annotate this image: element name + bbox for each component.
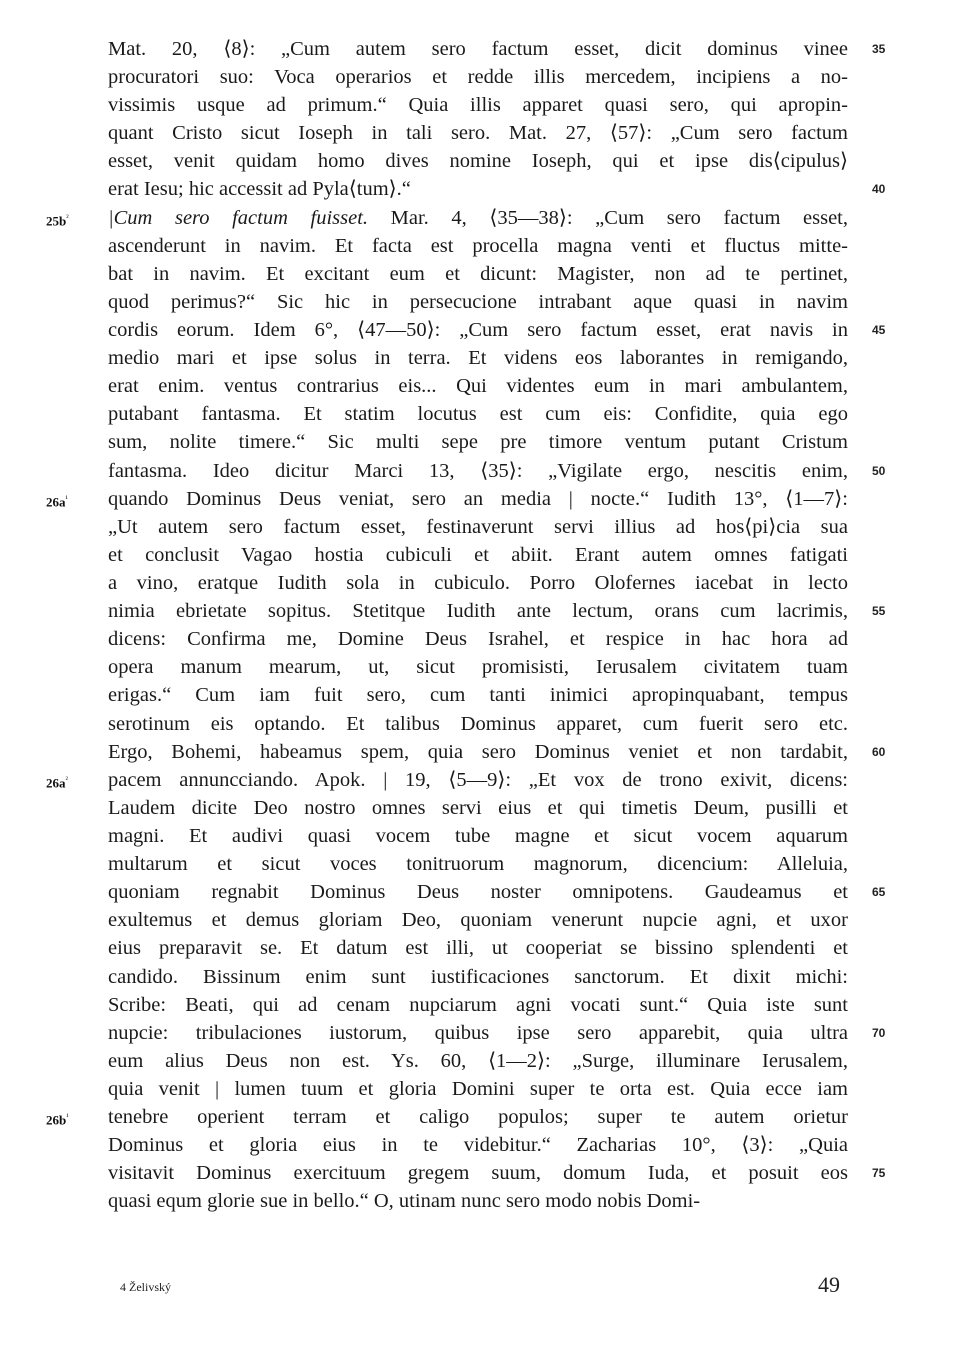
text-line: erat Iesu; hic accessit ad Pyla⟨tum⟩.“	[108, 178, 411, 200]
text-line: Mat. 20, ⟨8⟩: „Cum autem sero factum esset, dicit dominus vinee	[108, 38, 848, 60]
text-line: quant Cristo sicut Ioseph in tali sero. Mat. 27, ⟨57⟩: „Cum sero factum	[108, 122, 848, 144]
line-number: 55	[872, 604, 886, 618]
text-line: bat in navim. Et excitant eum et dicunt: Magister, non ad te pertinet,	[108, 263, 848, 285]
text-line: fantasma. Ideo dicitur Marci 13, ⟨35⟩: „Vigilate ergo, nescitis enim,	[108, 460, 848, 482]
text-line: eum alius Deus non est. Ys. 60, ⟨1—2⟩: „Surge, illuminare Ierusalem,	[108, 1050, 848, 1072]
text-line: „Ut autem sero factum esset, festinaverunt servi illius ad hos⟨pi⟩cia sua	[108, 516, 848, 538]
text-line: opera manum mearum, ut, sicut promisisti, Ierusalem civitatem tuam	[108, 656, 848, 678]
text-line: pacem annuncciando. Apok. | 19, ⟨5—9⟩: „Et vox de trono exivit, dicens:	[108, 769, 848, 791]
text-line: dicens: Confirma me, Domine Deus Israhel, et respice in hac hora ad	[108, 628, 848, 650]
folio-mark: $25b^{^2}$	[46, 213, 69, 229]
text-line: procuratori suo: Voca operarios et redde illis mercedem, incipiens a no-	[108, 66, 848, 88]
line-number: 40	[872, 182, 886, 196]
line-number: 50	[872, 464, 886, 478]
line-number: 35	[872, 42, 886, 56]
text-line: ascenderunt in navim. Et facta est procella magna venti et fluctus mitte-	[108, 235, 848, 257]
folio-mark: $26a^{^2}$	[46, 775, 68, 791]
text-line: erat enim. ventus contrarius eis... Qui videntes eum in mari ambulantem,	[108, 375, 848, 397]
text-line: a vino, eratque Iudith sola in cubiculo. Porro Olofernes iacebat in lecto	[108, 572, 848, 594]
text-line: |Cum sero factum fuisset. Mar. 4, ⟨35—38⟩: „Cum sero factum esset,	[108, 207, 849, 229]
text-line: Laudem dicite Deo nostro omnes servi eius et qui timetis Deum, pusilli et	[108, 797, 848, 819]
text-line: Dominus et gloria eius in te videbitur.“ Zacharias 10°, ⟨3⟩: „Quia	[108, 1134, 848, 1156]
text-line: esset, venit quidam homo dives nomine Ioseph, qui et ipse dis⟨cipulus⟩	[108, 150, 848, 172]
text-line: medio mari et ipse solus in terra. Et videns eos laborantes in remigando,	[108, 347, 848, 369]
text-line: eius preparavit se. Et datum est illi, ut cooperiat se bissino splendenti et	[108, 937, 848, 959]
text-line: candido. Bissinum enim sunt iustificaciones sanctorum. Et dixit michi:	[108, 966, 848, 988]
text-line: tenebre operient terram et caligo populos; super te autem orietur	[108, 1106, 848, 1128]
signature-mark: 4 Želivský	[120, 1280, 171, 1294]
folio-mark: $26a^{^1}$	[46, 494, 68, 510]
text-line: Scribe: Beati, qui ad cenam nupciarum agni vocati sunt.“ Quia iste sunt	[108, 994, 848, 1016]
text-line: quod perimus?“ Sic hic in persecucione intrabant aque quasi in navim	[108, 291, 848, 313]
text-line: erigas.“ Cum iam fuit sero, cum tanti inimici apropinquabant, tempus	[108, 684, 848, 706]
line-number: 75	[872, 1166, 886, 1180]
text-line: quia venit | lumen tuum et gloria Domini super te orta est. Quia ecce iam	[108, 1078, 848, 1100]
text-line: sum, nolite timere.“ Sic multi sepe pre timore ventum putant Cristum	[108, 431, 848, 453]
page-number: 49	[818, 1272, 840, 1297]
text-line: quasi equm glorie sue in bello.“ O, utinam nunc sero modo nobis Domi-	[108, 1190, 701, 1212]
text-line: quoniam regnabit Dominus Deus noster omnipotens. Gaudeamus et	[108, 881, 848, 903]
text-line: Ergo, Bohemi, habeamus spem, quia sero Dominus veniet et non tardabit,	[108, 741, 848, 763]
text-line: exultemus et demus gloriam Deo, quoniam venerunt nupcie agni, et uxor	[108, 909, 848, 931]
line-number: 65	[872, 885, 886, 899]
folio-mark: $26b^{^1}$	[46, 1112, 69, 1128]
text-line: multarum et sicut voces tonitruorum magnorum, dicencium: Alleluia,	[108, 853, 848, 875]
text-line: putabant fantasma. Et statim locutus est cum eis: Confidite, quia ego	[108, 403, 848, 425]
text-line: quando Dominus Deus veniat, sero an media | nocte.“ Iudith 13°, ⟨1—7⟩:	[108, 488, 848, 510]
line-number: 45	[872, 323, 886, 337]
text-line: cordis eorum. Idem 6°, ⟨47—50⟩: „Cum sero factum esset, erat navis in	[108, 319, 848, 341]
text-line: nupcie: tribulaciones iustorum, quibus ipse sero apparebit, quia ultra	[108, 1022, 848, 1044]
text-line: nimia ebrietate sopitus. Stetitque Iudith ante lectum, orans cum lacrimis,	[108, 600, 848, 622]
rubric-heading: |Cum sero factum fuisset.	[108, 207, 369, 229]
line-number: 70	[872, 1026, 886, 1040]
text-line: et conclusit Vagao hostia cubiculi et abiit. Erant autem omnes fatigati	[108, 544, 848, 566]
text-line: magni. Et audivi quasi vocem tube magne et sicut vocem aquarum	[108, 825, 848, 847]
text-line: vissimis usque ad primum.“ Quia illis apparet quasi sero, qui apropin-	[108, 94, 848, 116]
line-number: 60	[872, 745, 886, 759]
text-line: visitavit Dominus exercituum gregem suum, domum Iuda, et posuit eos	[108, 1162, 848, 1184]
text-line: serotinum eis optando. Et talibus Dominus apparet, cum fuerit sero etc.	[108, 713, 848, 735]
